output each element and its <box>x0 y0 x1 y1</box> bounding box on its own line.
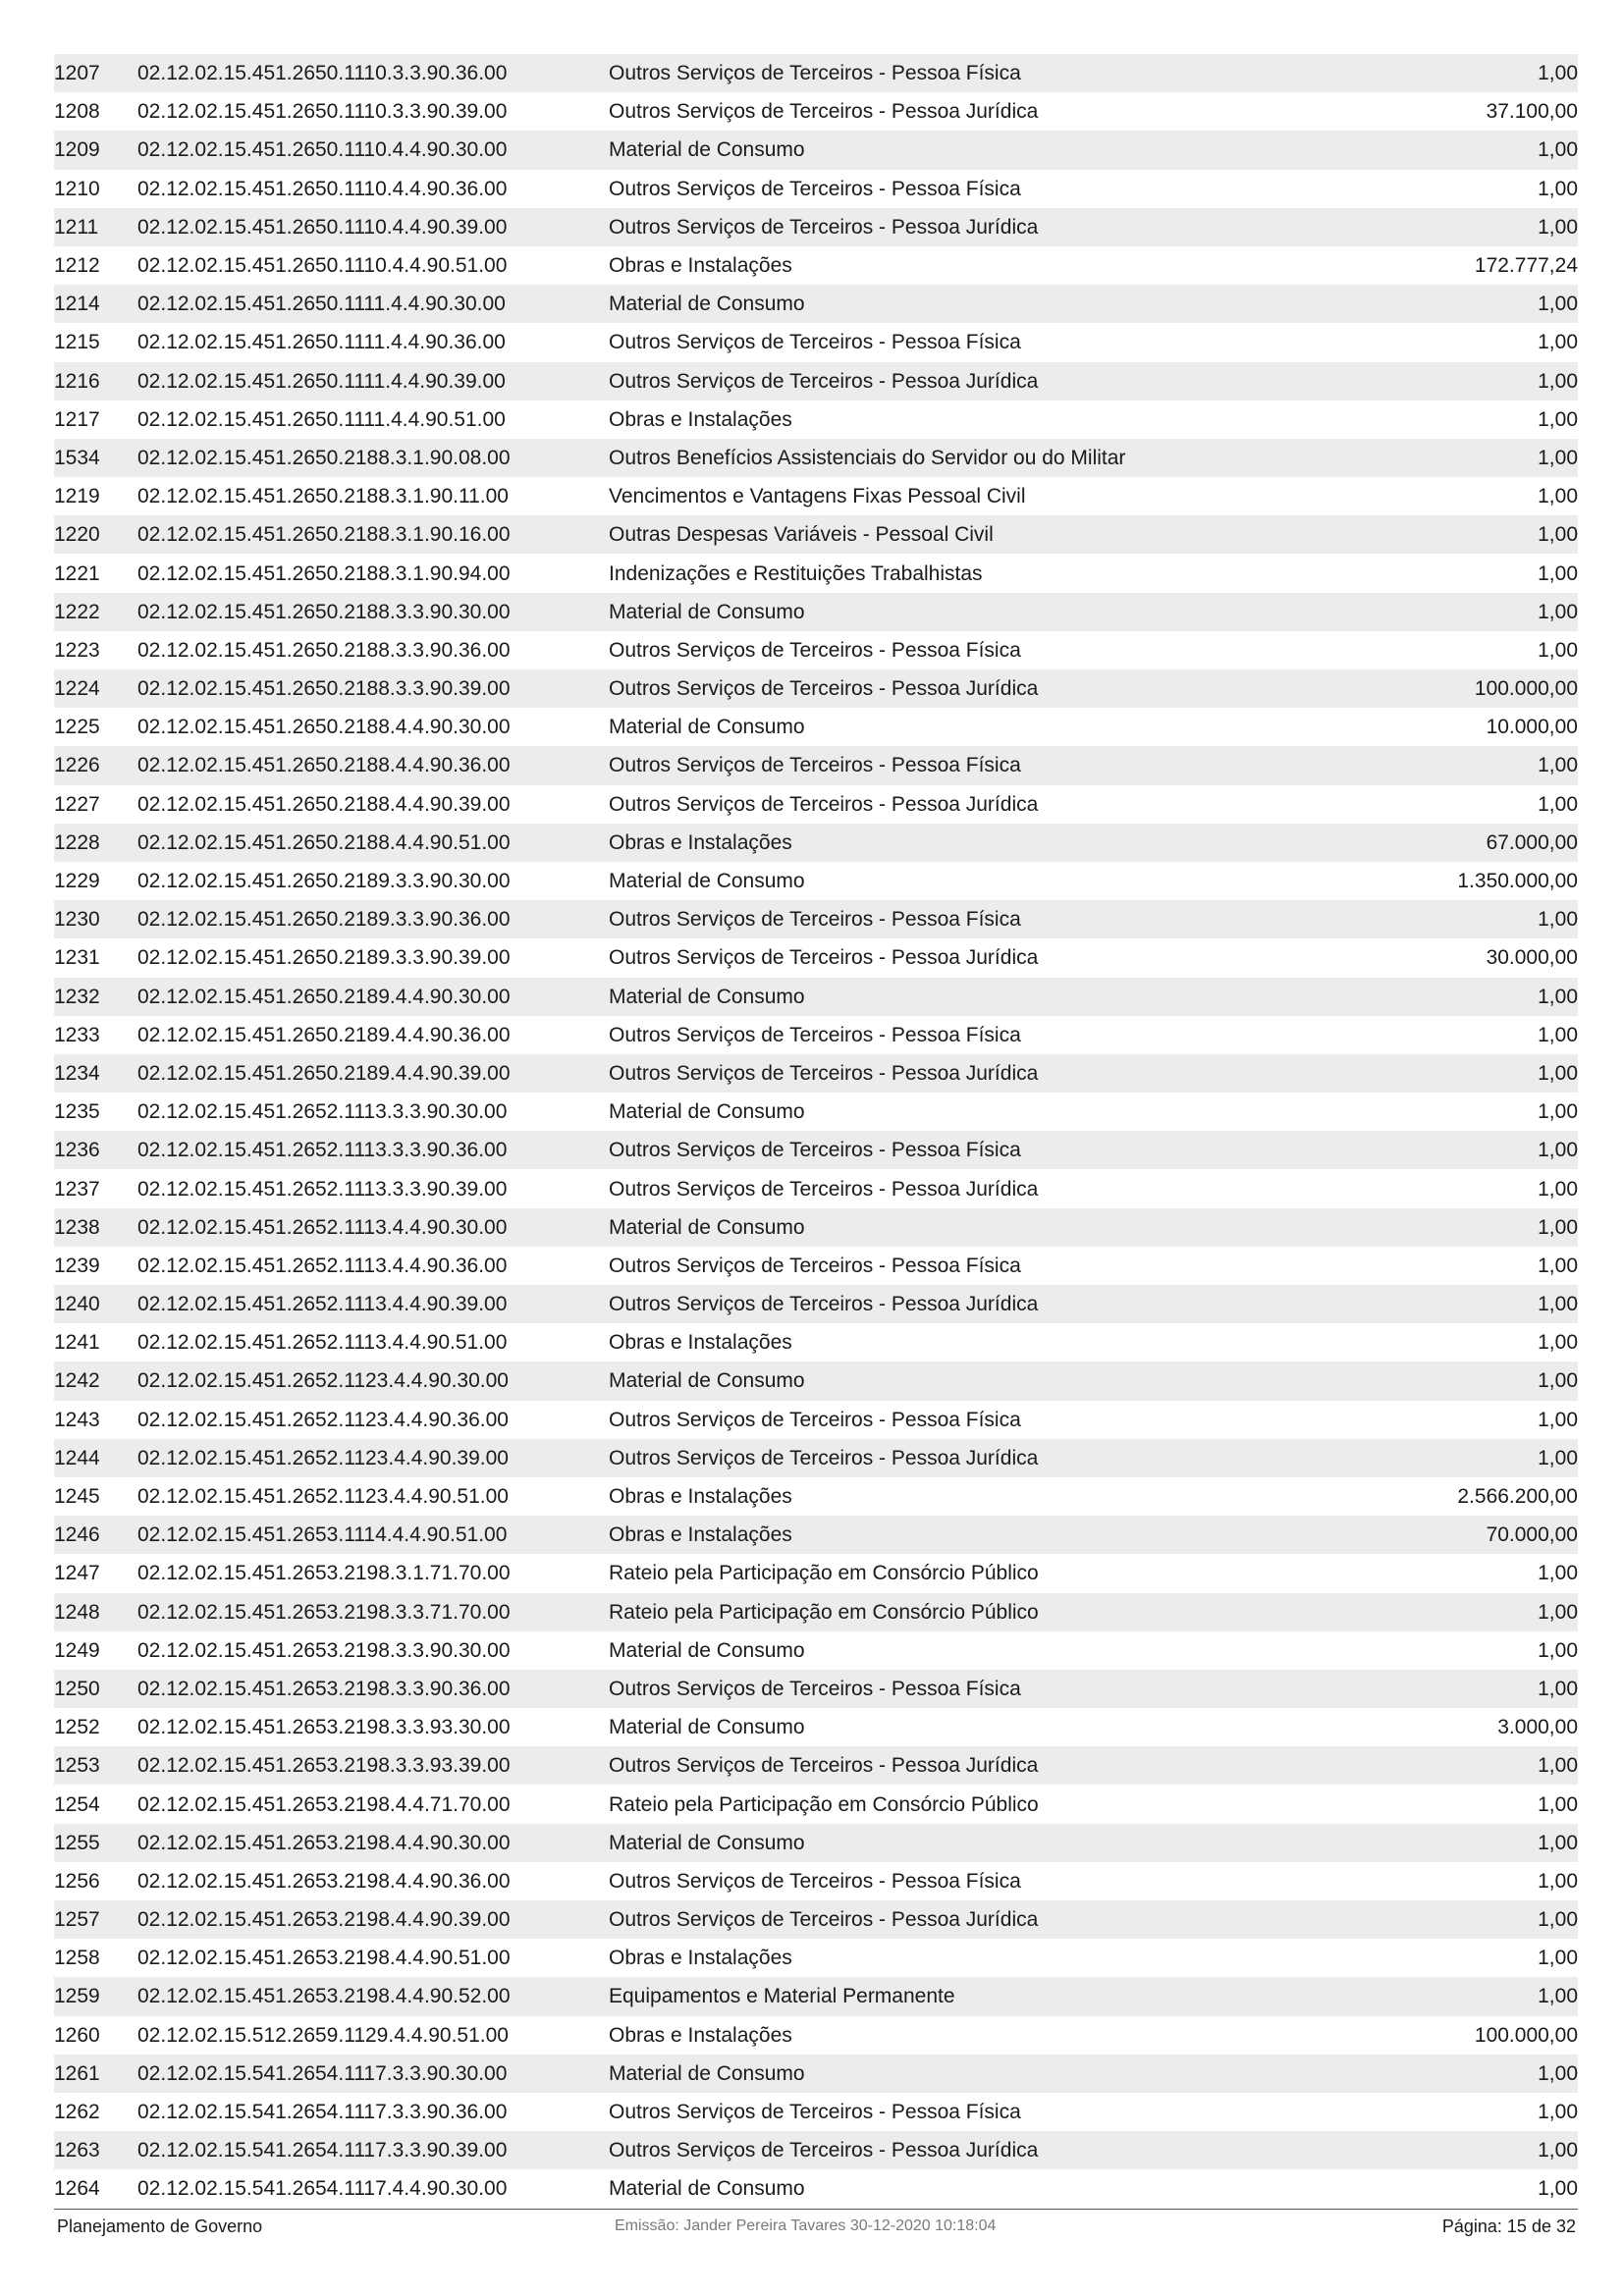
row-value: 1,00 <box>1355 1016 1578 1054</box>
row-classification: 02.12.02.15.451.2653.2198.4.4.90.51.00 <box>137 1939 609 1977</box>
row-description: Outros Serviços de Terceiros - Pessoa Física <box>609 746 1355 784</box>
row-classification: 02.12.02.15.451.2650.2188.3.1.90.94.00 <box>137 554 609 592</box>
row-classification: 02.12.02.15.451.2653.2198.3.3.90.30.00 <box>137 1631 609 1670</box>
row-code: 1235 <box>54 1093 137 1131</box>
row-code: 1264 <box>54 2169 137 2208</box>
row-classification: 02.12.02.15.451.2650.2188.3.3.90.39.00 <box>137 669 609 708</box>
row-value: 1,00 <box>1355 400 1578 439</box>
footer-emission-info: Emissão: Jander Pereira Tavares 30-12-2020 10:18:04 <box>615 2217 997 2234</box>
table-row <box>54 1670 1578 1708</box>
row-description: Outros Serviços de Terceiros - Pessoa Física <box>609 1862 1355 1900</box>
row-classification: 02.12.02.15.451.2652.1113.4.4.90.51.00 <box>137 1323 609 1362</box>
row-code: 1252 <box>54 1708 137 1746</box>
table-row <box>54 1323 1578 1362</box>
row-value: 1,00 <box>1355 1208 1578 1247</box>
row-value: 1,00 <box>1355 2055 1578 2093</box>
table-row <box>54 439 1578 477</box>
row-classification: 02.12.02.15.451.2650.1110.4.4.90.36.00 <box>137 170 609 208</box>
row-code: 1209 <box>54 131 137 169</box>
row-value: 100.000,00 <box>1355 669 1578 708</box>
row-classification: 02.12.02.15.451.2650.2188.4.4.90.51.00 <box>137 824 609 862</box>
row-code: 1210 <box>54 170 137 208</box>
row-code: 1534 <box>54 439 137 477</box>
row-classification: 02.12.02.15.451.2653.2198.3.3.90.36.00 <box>137 1670 609 1708</box>
row-classification: 02.12.02.15.451.2653.1114.4.4.90.51.00 <box>137 1516 609 1554</box>
row-value: 30.000,00 <box>1355 938 1578 977</box>
table-row <box>54 824 1578 862</box>
row-code: 1214 <box>54 285 137 323</box>
table-row <box>54 1939 1578 1977</box>
row-classification: 02.12.02.15.451.2650.2189.4.4.90.39.00 <box>137 1054 609 1093</box>
row-value: 1,00 <box>1355 1554 1578 1592</box>
row-code: 1219 <box>54 477 137 515</box>
row-description: Material de Consumo <box>609 1631 1355 1670</box>
row-description: Material de Consumo <box>609 708 1355 746</box>
row-value: 1,00 <box>1355 1593 1578 1631</box>
table-row <box>54 1824 1578 1862</box>
table-row <box>54 978 1578 1016</box>
row-code: 1260 <box>54 2016 137 2055</box>
row-code: 1248 <box>54 1593 137 1631</box>
table-row <box>54 669 1578 708</box>
table-row <box>54 785 1578 824</box>
row-classification: 02.12.02.15.451.2650.1110.4.4.90.30.00 <box>137 131 609 169</box>
row-classification: 02.12.02.15.451.2650.1111.4.4.90.36.00 <box>137 323 609 361</box>
row-value: 1,00 <box>1355 323 1578 361</box>
row-description: Rateio pela Participação em Consórcio Público <box>609 1554 1355 1592</box>
row-classification: 02.12.02.15.451.2650.2188.3.1.90.08.00 <box>137 439 609 477</box>
row-classification: 02.12.02.15.451.2653.2198.4.4.90.36.00 <box>137 1862 609 1900</box>
row-classification: 02.12.02.15.451.2650.2189.4.4.90.36.00 <box>137 1016 609 1054</box>
row-description: Material de Consumo <box>609 1093 1355 1131</box>
footer-department: Planejamento de Governo <box>57 2216 263 2236</box>
row-classification: 02.12.02.15.512.2659.1129.4.4.90.51.00 <box>137 2016 609 2055</box>
row-classification: 02.12.02.15.451.2650.2188.4.4.90.36.00 <box>137 746 609 784</box>
row-description: Outros Serviços de Terceiros - Pessoa Física <box>609 631 1355 669</box>
table-row <box>54 1131 1578 1169</box>
row-code: 1239 <box>54 1247 137 1285</box>
row-description: Vencimentos e Vantagens Fixas Pessoal Civil <box>609 477 1355 515</box>
row-description: Indenizações e Restituições Trabalhistas <box>609 554 1355 592</box>
budget-table <box>54 54 1578 2209</box>
row-classification: 02.12.02.15.451.2650.2189.4.4.90.30.00 <box>137 978 609 1016</box>
row-classification: 02.12.02.15.451.2650.2188.4.4.90.39.00 <box>137 785 609 824</box>
row-description: Material de Consumo <box>609 862 1355 900</box>
row-description: Obras e Instalações <box>609 824 1355 862</box>
row-code: 1236 <box>54 1131 137 1169</box>
row-code: 1255 <box>54 1824 137 1862</box>
row-value: 1,00 <box>1355 1093 1578 1131</box>
row-classification: 02.12.02.15.451.2650.1111.4.4.90.39.00 <box>137 362 609 400</box>
row-description: Outros Serviços de Terceiros - Pessoa Física <box>609 1670 1355 1708</box>
row-code: 1238 <box>54 1208 137 1247</box>
table-row <box>54 400 1578 439</box>
row-description: Equipamentos e Material Permanente <box>609 1977 1355 2015</box>
row-code: 1250 <box>54 1670 137 1708</box>
row-code: 1259 <box>54 1977 137 2015</box>
row-classification: 02.12.02.15.451.2653.2198.3.3.71.70.00 <box>137 1593 609 1631</box>
row-description: Outros Serviços de Terceiros - Pessoa Física <box>609 1247 1355 1285</box>
row-value: 1,00 <box>1355 1323 1578 1362</box>
row-description: Material de Consumo <box>609 1362 1355 1400</box>
table-row <box>54 92 1578 131</box>
row-description: Material de Consumo <box>609 2055 1355 2093</box>
table-row <box>54 2131 1578 2169</box>
row-value: 1,00 <box>1355 1169 1578 1207</box>
row-code: 1262 <box>54 2093 137 2131</box>
row-description: Outros Serviços de Terceiros - Pessoa Física <box>609 323 1355 361</box>
row-value: 1,00 <box>1355 1131 1578 1169</box>
row-description: Outros Serviços de Terceiros - Pessoa Jurídica <box>609 362 1355 400</box>
table-row <box>54 2055 1578 2093</box>
row-value: 2.566.200,00 <box>1355 1477 1578 1516</box>
row-classification: 02.12.02.15.451.2650.2188.3.3.90.30.00 <box>137 593 609 631</box>
row-value: 1,00 <box>1355 1862 1578 1900</box>
row-classification: 02.12.02.15.451.2652.1113.4.4.90.36.00 <box>137 1247 609 1285</box>
row-value: 1,00 <box>1355 1247 1578 1285</box>
row-classification: 02.12.02.15.451.2650.1111.4.4.90.51.00 <box>137 400 609 439</box>
row-value: 1,00 <box>1355 554 1578 592</box>
table-row <box>54 1093 1578 1131</box>
row-description: Outros Serviços de Terceiros - Pessoa Física <box>609 1131 1355 1169</box>
row-description: Material de Consumo <box>609 285 1355 323</box>
table-row <box>54 208 1578 246</box>
row-classification: 02.12.02.15.541.2654.1117.3.3.90.36.00 <box>137 2093 609 2131</box>
row-code: 1234 <box>54 1054 137 1093</box>
row-description: Obras e Instalações <box>609 400 1355 439</box>
table-row <box>54 938 1578 977</box>
row-description: Outros Serviços de Terceiros - Pessoa Jurídica <box>609 1900 1355 1939</box>
row-code: 1233 <box>54 1016 137 1054</box>
table-row <box>54 1016 1578 1054</box>
table-row <box>54 1516 1578 1554</box>
row-code: 1232 <box>54 978 137 1016</box>
row-value: 1,00 <box>1355 1977 1578 2015</box>
table-row <box>54 1477 1578 1516</box>
row-code: 1228 <box>54 824 137 862</box>
row-code: 1231 <box>54 938 137 977</box>
row-classification: 02.12.02.15.541.2654.1117.3.3.90.30.00 <box>137 2055 609 2093</box>
row-value: 1,00 <box>1355 1285 1578 1323</box>
row-value: 1,00 <box>1355 593 1578 631</box>
row-value: 1,00 <box>1355 2169 1578 2208</box>
row-code: 1240 <box>54 1285 137 1323</box>
row-value: 172.777,24 <box>1355 246 1578 285</box>
row-code: 1254 <box>54 1785 137 1823</box>
row-code: 1237 <box>54 1169 137 1207</box>
table-row <box>54 2169 1578 2208</box>
row-code: 1229 <box>54 862 137 900</box>
row-code: 1246 <box>54 1516 137 1554</box>
row-code: 1212 <box>54 246 137 285</box>
table-row <box>54 1401 1578 1439</box>
row-classification: 02.12.02.15.451.2652.1113.3.3.90.39.00 <box>137 1169 609 1207</box>
row-classification: 02.12.02.15.451.2650.2188.4.4.90.30.00 <box>137 708 609 746</box>
table-row <box>54 708 1578 746</box>
row-code: 1249 <box>54 1631 137 1670</box>
row-classification: 02.12.02.15.451.2653.2198.4.4.90.39.00 <box>137 1900 609 1939</box>
row-classification: 02.12.02.15.451.2652.1123.4.4.90.39.00 <box>137 1439 609 1477</box>
row-classification: 02.12.02.15.451.2652.1113.4.4.90.39.00 <box>137 1285 609 1323</box>
row-description: Rateio pela Participação em Consórcio Público <box>609 1593 1355 1631</box>
table-row <box>54 1247 1578 1285</box>
row-classification: 02.12.02.15.451.2652.1123.4.4.90.36.00 <box>137 1401 609 1439</box>
row-value: 1.350.000,00 <box>1355 862 1578 900</box>
row-code: 1241 <box>54 1323 137 1362</box>
row-value: 10.000,00 <box>1355 708 1578 746</box>
table-row <box>54 131 1578 169</box>
row-code: 1230 <box>54 900 137 938</box>
row-description: Obras e Instalações <box>609 2016 1355 2055</box>
row-classification: 02.12.02.15.541.2654.1117.4.4.90.30.00 <box>137 2169 609 2208</box>
row-value: 1,00 <box>1355 1746 1578 1785</box>
row-classification: 02.12.02.15.451.2653.2198.3.3.93.30.00 <box>137 1708 609 1746</box>
row-code: 1217 <box>54 400 137 439</box>
row-value: 1,00 <box>1355 439 1578 477</box>
row-value: 3.000,00 <box>1355 1708 1578 1746</box>
table-row <box>54 900 1578 938</box>
table-row <box>54 170 1578 208</box>
row-value: 1,00 <box>1355 1785 1578 1823</box>
row-classification: 02.12.02.15.451.2650.1110.3.3.90.36.00 <box>137 54 609 92</box>
row-value: 1,00 <box>1355 131 1578 169</box>
row-value: 1,00 <box>1355 515 1578 554</box>
row-code: 1242 <box>54 1362 137 1400</box>
row-code: 1220 <box>54 515 137 554</box>
row-description: Rateio pela Participação em Consórcio Público <box>609 1785 1355 1823</box>
row-classification: 02.12.02.15.451.2652.1113.4.4.90.30.00 <box>137 1208 609 1247</box>
row-description: Outros Benefícios Assistenciais do Servidor ou do Militar <box>609 439 1355 477</box>
row-value: 1,00 <box>1355 1401 1578 1439</box>
table-row <box>54 862 1578 900</box>
row-classification: 02.12.02.15.451.2653.2198.4.4.71.70.00 <box>137 1785 609 1823</box>
row-classification: 02.12.02.15.451.2652.1113.3.3.90.30.00 <box>137 1093 609 1131</box>
row-code: 1226 <box>54 746 137 784</box>
row-value: 1,00 <box>1355 1900 1578 1939</box>
row-description: Outros Serviços de Terceiros - Pessoa Física <box>609 1016 1355 1054</box>
row-description: Outros Serviços de Terceiros - Pessoa Física <box>609 170 1355 208</box>
row-code: 1222 <box>54 593 137 631</box>
table-row <box>54 1708 1578 1746</box>
row-code: 1256 <box>54 1862 137 1900</box>
row-description: Outros Serviços de Terceiros - Pessoa Jurídica <box>609 2131 1355 2169</box>
row-code: 1247 <box>54 1554 137 1592</box>
table-row <box>54 1362 1578 1400</box>
budget-table-body <box>54 54 1578 2209</box>
row-description: Material de Consumo <box>609 131 1355 169</box>
row-value: 1,00 <box>1355 208 1578 246</box>
row-value: 1,00 <box>1355 1824 1578 1862</box>
row-value: 1,00 <box>1355 2131 1578 2169</box>
row-value: 37.100,00 <box>1355 92 1578 131</box>
row-description: Outras Despesas Variáveis - Pessoal Civil <box>609 515 1355 554</box>
row-classification: 02.12.02.15.451.2650.1110.4.4.90.51.00 <box>137 246 609 285</box>
row-code: 1227 <box>54 785 137 824</box>
row-code: 1221 <box>54 554 137 592</box>
row-classification: 02.12.02.15.451.2652.1123.4.4.90.30.00 <box>137 1362 609 1400</box>
row-code: 1207 <box>54 54 137 92</box>
row-classification: 02.12.02.15.451.2650.2188.3.1.90.16.00 <box>137 515 609 554</box>
table-row <box>54 1554 1578 1592</box>
row-value: 1,00 <box>1355 1670 1578 1708</box>
row-value: 1,00 <box>1355 631 1578 669</box>
row-description: Outros Serviços de Terceiros - Pessoa Jurídica <box>609 938 1355 977</box>
row-value: 1,00 <box>1355 1362 1578 1400</box>
row-value: 70.000,00 <box>1355 1516 1578 1554</box>
table-row <box>54 477 1578 515</box>
row-value: 1,00 <box>1355 2093 1578 2131</box>
row-classification: 02.12.02.15.451.2650.1110.3.3.90.39.00 <box>137 92 609 131</box>
row-value: 1,00 <box>1355 1439 1578 1477</box>
row-classification: 02.12.02.15.451.2650.2189.3.3.90.36.00 <box>137 900 609 938</box>
row-code: 1208 <box>54 92 137 131</box>
row-description: Outros Serviços de Terceiros - Pessoa Jurídica <box>609 1054 1355 1093</box>
row-description: Outros Serviços de Terceiros - Pessoa Física <box>609 2093 1355 2131</box>
row-code: 1224 <box>54 669 137 708</box>
table-row <box>54 246 1578 285</box>
row-classification: 02.12.02.15.451.2652.1113.3.3.90.36.00 <box>137 1131 609 1169</box>
row-classification: 02.12.02.15.451.2650.1110.4.4.90.39.00 <box>137 208 609 246</box>
row-code: 1211 <box>54 208 137 246</box>
table-row <box>54 323 1578 361</box>
row-description: Material de Consumo <box>609 1708 1355 1746</box>
row-description: Outros Serviços de Terceiros - Pessoa Física <box>609 54 1355 92</box>
row-classification: 02.12.02.15.451.2653.2198.3.1.71.70.00 <box>137 1554 609 1592</box>
footer-page-number: Página: 15 de 32 <box>1441 2216 1576 2236</box>
row-classification: 02.12.02.15.451.2650.2188.3.3.90.36.00 <box>137 631 609 669</box>
table-row <box>54 554 1578 592</box>
row-description: Material de Consumo <box>609 2169 1355 2208</box>
row-value: 1,00 <box>1355 170 1578 208</box>
row-value: 1,00 <box>1355 362 1578 400</box>
row-description: Outros Serviços de Terceiros - Pessoa Jurídica <box>609 1285 1355 1323</box>
table-row <box>54 1862 1578 1900</box>
row-value: 1,00 <box>1355 285 1578 323</box>
table-row <box>54 593 1578 631</box>
table-row <box>54 1977 1578 2015</box>
table-row <box>54 1208 1578 1247</box>
table-row <box>54 1746 1578 1785</box>
table-row <box>54 2016 1578 2055</box>
row-value: 1,00 <box>1355 1054 1578 1093</box>
row-code: 1253 <box>54 1746 137 1785</box>
row-description: Obras e Instalações <box>609 246 1355 285</box>
table-row <box>54 1900 1578 1939</box>
row-description: Material de Consumo <box>609 1824 1355 1862</box>
table-row <box>54 746 1578 784</box>
row-code: 1216 <box>54 362 137 400</box>
table-row <box>54 1593 1578 1631</box>
row-description: Outros Serviços de Terceiros - Pessoa Jurídica <box>609 1169 1355 1207</box>
row-description: Outros Serviços de Terceiros - Pessoa Jurídica <box>609 785 1355 824</box>
row-description: Outros Serviços de Terceiros - Pessoa Física <box>609 1401 1355 1439</box>
row-code: 1257 <box>54 1900 137 1939</box>
row-description: Material de Consumo <box>609 1208 1355 1247</box>
row-description: Obras e Instalações <box>609 1516 1355 1554</box>
table-row <box>54 1631 1578 1670</box>
row-value: 67.000,00 <box>1355 824 1578 862</box>
table-row <box>54 362 1578 400</box>
row-classification: 02.12.02.15.541.2654.1117.3.3.90.39.00 <box>137 2131 609 2169</box>
footer-divider <box>54 2209 1578 2210</box>
row-classification: 02.12.02.15.451.2650.2189.3.3.90.30.00 <box>137 862 609 900</box>
row-code: 1261 <box>54 2055 137 2093</box>
row-classification: 02.12.02.15.451.2653.2198.4.4.90.30.00 <box>137 1824 609 1862</box>
row-description: Obras e Instalações <box>609 1939 1355 1977</box>
table-row <box>54 1439 1578 1477</box>
row-description: Outros Serviços de Terceiros - Pessoa Jurídica <box>609 208 1355 246</box>
table-row <box>54 1285 1578 1323</box>
row-classification: 02.12.02.15.451.2653.2198.3.3.93.39.00 <box>137 1746 609 1785</box>
row-value: 1,00 <box>1355 785 1578 824</box>
row-classification: 02.12.02.15.451.2650.2189.3.3.90.39.00 <box>137 938 609 977</box>
row-description: Outros Serviços de Terceiros - Pessoa Jurídica <box>609 1439 1355 1477</box>
row-description: Outros Serviços de Terceiros - Pessoa Jurídica <box>609 669 1355 708</box>
row-description: Material de Consumo <box>609 978 1355 1016</box>
row-value: 100.000,00 <box>1355 2016 1578 2055</box>
row-classification: 02.12.02.15.451.2653.2198.4.4.90.52.00 <box>137 1977 609 2015</box>
row-value: 1,00 <box>1355 746 1578 784</box>
row-value: 1,00 <box>1355 900 1578 938</box>
row-description: Outros Serviços de Terceiros - Pessoa Jurídica <box>609 92 1355 131</box>
row-value: 1,00 <box>1355 1631 1578 1670</box>
row-classification: 02.12.02.15.451.2650.1111.4.4.90.30.00 <box>137 285 609 323</box>
table-row <box>54 2093 1578 2131</box>
table-row <box>54 1785 1578 1823</box>
row-code: 1243 <box>54 1401 137 1439</box>
row-value: 1,00 <box>1355 477 1578 515</box>
row-code: 1215 <box>54 323 137 361</box>
table-row <box>54 1054 1578 1093</box>
row-value: 1,00 <box>1355 978 1578 1016</box>
row-description: Outros Serviços de Terceiros - Pessoa Jurídica <box>609 1746 1355 1785</box>
table-row <box>54 631 1578 669</box>
row-description: Material de Consumo <box>609 593 1355 631</box>
row-code: 1263 <box>54 2131 137 2169</box>
table-row <box>54 285 1578 323</box>
row-description: Obras e Instalações <box>609 1323 1355 1362</box>
row-code: 1225 <box>54 708 137 746</box>
row-code: 1223 <box>54 631 137 669</box>
row-description: Outros Serviços de Terceiros - Pessoa Física <box>609 900 1355 938</box>
row-value: 1,00 <box>1355 54 1578 92</box>
table-row <box>54 54 1578 92</box>
table-row <box>54 515 1578 554</box>
table-row <box>54 1169 1578 1207</box>
row-description: Obras e Instalações <box>609 1477 1355 1516</box>
row-classification: 02.12.02.15.451.2650.2188.3.1.90.11.00 <box>137 477 609 515</box>
row-classification: 02.12.02.15.451.2652.1123.4.4.90.51.00 <box>137 1477 609 1516</box>
row-value: 1,00 <box>1355 1939 1578 1977</box>
row-code: 1258 <box>54 1939 137 1977</box>
row-code: 1244 <box>54 1439 137 1477</box>
row-code: 1245 <box>54 1477 137 1516</box>
